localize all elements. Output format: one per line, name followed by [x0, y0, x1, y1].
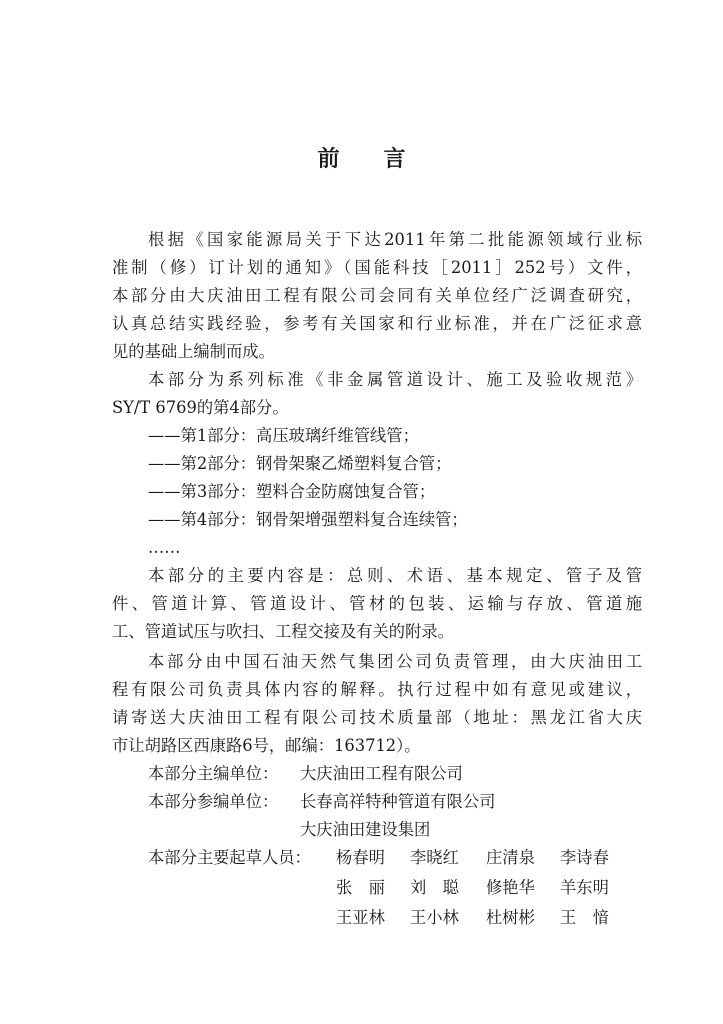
paragraph-4-line-4: 市让胡路区西康路6号，邮编：163712）。 [112, 736, 421, 755]
drafter-name: 李晓红 [410, 848, 459, 867]
part-list-item: ——第3部分：塑料合金防腐蚀复合管； [148, 482, 436, 501]
paragraph-2-line-2: SY/T 6769的第4部分。 [112, 398, 289, 417]
chief-editor-unit: 大庆油田工程有限公司 [300, 764, 463, 783]
participating-unit: 大庆油田建设集团 [300, 820, 431, 839]
drafter-name: 修艳华 [486, 878, 535, 897]
drafters-label: 本部分主要起草人员： [148, 848, 311, 867]
paragraph-3-line-2: 件、管道计算、管道设计、管材的包装、运输与存放、管道施 [112, 594, 642, 613]
drafter-name: 王小林 [410, 908, 459, 927]
drafter-name: 杨春明 [336, 848, 385, 867]
part-list-item: ——第4部分：钢骨架增强塑料复合连续管； [148, 510, 468, 529]
drafter-name: 李诗春 [560, 848, 609, 867]
paragraph-1-line-4: 认真总结实践经验，参考有关国家和行业标准，并在广泛征求意 [112, 314, 642, 333]
page-title [0, 142, 723, 173]
paragraph-2-line-1: 本部分为系列标准《非金属管道设计、施工及验收规范》 [148, 370, 642, 389]
paragraph-1-line-1: 根据《国家能源局关于下达2011年第二批能源领域行业标 [148, 230, 642, 249]
paragraph-4-line-2: 程有限公司负责具体内容的解释。执行过程中如有意见或建议， [112, 680, 642, 699]
part-list-ellipsis: …… [148, 538, 181, 557]
drafter-name: 杜树彬 [486, 908, 535, 927]
drafter-name: 刘 聪 [410, 878, 459, 897]
title-char-1: 前 [317, 147, 340, 172]
paragraph-1-line-2: 准制（修）订计划的通知》（国能科技［2011］252号）文件， [112, 258, 642, 277]
participating-label: 本部分参编单位： [148, 792, 279, 811]
paragraph-1-line-3: 本部分由大庆油田工程有限公司会同有关单位经广泛调查研究， [112, 286, 642, 305]
part-list-item: ——第1部分：高压玻璃纤维管线管； [148, 426, 419, 445]
paragraph-4-line-1: 本部分由中国石油天然气集团公司负责管理，由大庆油田工 [148, 652, 642, 671]
drafter-name: 王 愔 [560, 908, 609, 927]
paragraph-4-line-3: 请寄送大庆油田工程有限公司技术质量部（地址：黑龙江省大庆 [112, 708, 642, 727]
paragraph-3-line-1: 本部分的主要内容是：总则、术语、基本规定、管子及管 [148, 566, 642, 585]
drafter-name: 羊东明 [560, 878, 609, 897]
part-list-item: ——第2部分：钢骨架聚乙烯塑料复合管； [148, 454, 452, 473]
participating-unit: 长春高祥特种管道有限公司 [300, 792, 496, 811]
drafter-name: 王亚林 [336, 908, 385, 927]
paragraph-3-line-3: 工、管道试压与吹扫、工程交接及有关的附录。 [112, 622, 454, 641]
paragraph-1-line-5: 见的基础上编制而成。 [112, 342, 275, 361]
chief-editor-label: 本部分主编单位： [148, 764, 279, 783]
drafter-name: 庄清泉 [486, 848, 535, 867]
drafter-name: 张 丽 [336, 878, 385, 897]
title-char-2: 言 [383, 147, 406, 172]
